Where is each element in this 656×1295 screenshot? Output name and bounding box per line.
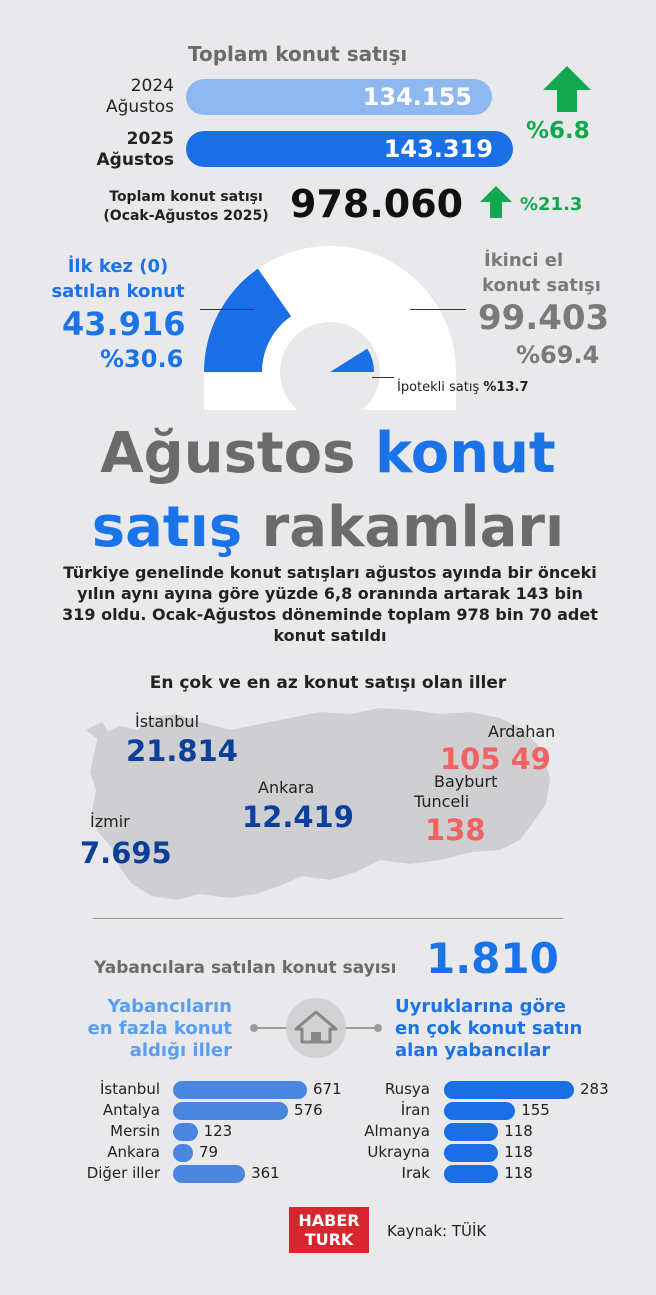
bar	[444, 1123, 498, 1141]
mortgage-label	[397, 380, 529, 395]
bar-label: Almanya	[364, 1122, 430, 1140]
map-title: En çok ve en az konut satışı olan iller	[149, 673, 507, 693]
change-pct: %6.8	[526, 118, 590, 144]
istanbul-value: 21.814	[126, 734, 238, 768]
house-connector	[246, 996, 386, 1060]
source-text: Kaynak: TÜİK	[387, 1222, 487, 1240]
mortgage-pct: %13.7	[483, 380, 529, 395]
bar-value: 155	[521, 1101, 550, 1119]
right-title-1: Uyruklarına göre	[395, 996, 566, 1017]
ytd-label-line1: Toplam konut satışı	[109, 189, 263, 205]
haberturk-logo	[289, 1207, 369, 1253]
logo-bottom: TURK	[304, 1230, 354, 1249]
second-sale-label	[470, 248, 610, 298]
first-sale-label-1: İlk kez (0)	[67, 256, 169, 277]
ytd-value: 978.060	[290, 182, 464, 226]
divider	[93, 918, 563, 919]
second-sale-label-2: konut satışı	[482, 275, 601, 296]
arrow-up-small-icon	[480, 186, 512, 218]
left-title-3: aldığı iller	[129, 1040, 232, 1061]
bar-label: Antalya	[102, 1101, 160, 1119]
first-leader-line	[200, 309, 254, 310]
bar	[173, 1102, 288, 1120]
second-sale-value: 99.403	[478, 298, 610, 338]
ardahan-value: 105 49	[440, 742, 551, 776]
row-2024-label	[90, 76, 174, 118]
bar-label: Mersin	[110, 1122, 160, 1140]
bar	[173, 1123, 198, 1141]
headline	[0, 417, 656, 565]
intro-text: Türkiye genelinde konut satışları ağustos ayında bir önceki yılın aynı ayına göre yüzde 6,8 oranında artarak 143 bin 319 oldu. Ocak-Ağustos döneminde toplam 978 bin 70 adet konut satıldı	[62, 563, 598, 645]
tunceli-label: Tunceli	[414, 792, 470, 811]
bar	[173, 1165, 245, 1183]
foreign-label: Yabancılara satılan konut sayısı	[94, 958, 397, 978]
row-2025-label	[90, 129, 174, 171]
bar-value: 361	[251, 1164, 280, 1182]
ankara-label: Ankara	[258, 778, 315, 797]
bar-value: 118	[504, 1143, 533, 1161]
bar-label: Ankara	[107, 1143, 160, 1161]
bar-label: Ukrayna	[367, 1143, 430, 1161]
headline-word-1: Ağustos	[100, 421, 356, 486]
bar-label: İstanbul	[99, 1080, 160, 1098]
year-2025: 2025	[126, 129, 174, 149]
ytd-label-line2: (Ocak-Ağustos 2025)	[103, 208, 269, 224]
headline-word-4: rakamları	[261, 495, 565, 560]
bar-label: Diğer iller	[86, 1164, 160, 1182]
bar	[173, 1081, 307, 1099]
arrow-up-icon	[543, 66, 591, 112]
ytd-change: %21.3	[520, 194, 583, 215]
mortgage-leader-line	[372, 377, 394, 378]
month-2024: Ağustos	[106, 97, 174, 117]
bar	[444, 1081, 574, 1099]
headline-word-3: satış	[91, 495, 243, 560]
ytd-label	[96, 188, 276, 226]
value-2024: 134.155	[362, 83, 472, 111]
bar-value: 671	[313, 1080, 342, 1098]
total-sales-title: Toplam konut satışı	[188, 42, 408, 66]
bar-label: İran	[400, 1101, 430, 1119]
bar-label: Irak	[401, 1164, 430, 1182]
second-leader-line	[410, 309, 466, 310]
bar	[444, 1102, 515, 1120]
left-chart-title	[72, 996, 232, 1062]
izmir-value: 7.695	[80, 836, 172, 870]
headline-word-2: konut	[374, 421, 556, 486]
ardahan-label: Ardahan	[488, 722, 556, 741]
tunceli-value: 138	[425, 813, 486, 847]
month-2025: Ağustos	[96, 150, 174, 170]
bar	[173, 1144, 193, 1162]
bar	[444, 1144, 498, 1162]
value-2025: 143.319	[383, 135, 493, 163]
first-sale-label-2: satılan konut	[51, 281, 185, 302]
left-title-2: en fazla konut	[87, 1018, 232, 1039]
right-title-3: alan yabancılar	[395, 1040, 551, 1061]
bar-value: 118	[504, 1164, 533, 1182]
first-sale-pct: %30.6	[100, 345, 184, 373]
bar-value: 118	[504, 1122, 533, 1140]
year-2024: 2024	[130, 76, 174, 96]
bar-label: Rusya	[384, 1080, 430, 1098]
logo-top: HABER	[298, 1211, 360, 1230]
bar-value: 123	[203, 1122, 233, 1140]
bar	[444, 1165, 498, 1183]
second-sale-pct: %69.4	[516, 341, 600, 369]
bar-value: 283	[580, 1080, 609, 1098]
left-title-1: Yabancıların	[107, 996, 232, 1017]
ankara-value: 12.419	[242, 800, 354, 834]
bar-2024	[186, 79, 492, 115]
bar-value: 79	[199, 1143, 219, 1161]
izmir-label: İzmir	[90, 812, 130, 831]
first-sale-label	[48, 254, 188, 304]
bayburt-label: Bayburt	[434, 772, 498, 791]
bar-2025	[186, 131, 513, 167]
second-sale-label-1: İkinci el	[484, 250, 564, 271]
bar-value: 576	[294, 1101, 323, 1119]
right-chart-title	[395, 996, 605, 1062]
istanbul-label: İstanbul	[135, 712, 200, 731]
mortgage-label-text: İpotekli satış	[397, 380, 480, 395]
first-sale-value: 43.916	[62, 305, 186, 343]
right-title-2: en çok konut satın	[395, 1018, 583, 1039]
foreign-value: 1.810	[426, 934, 559, 983]
